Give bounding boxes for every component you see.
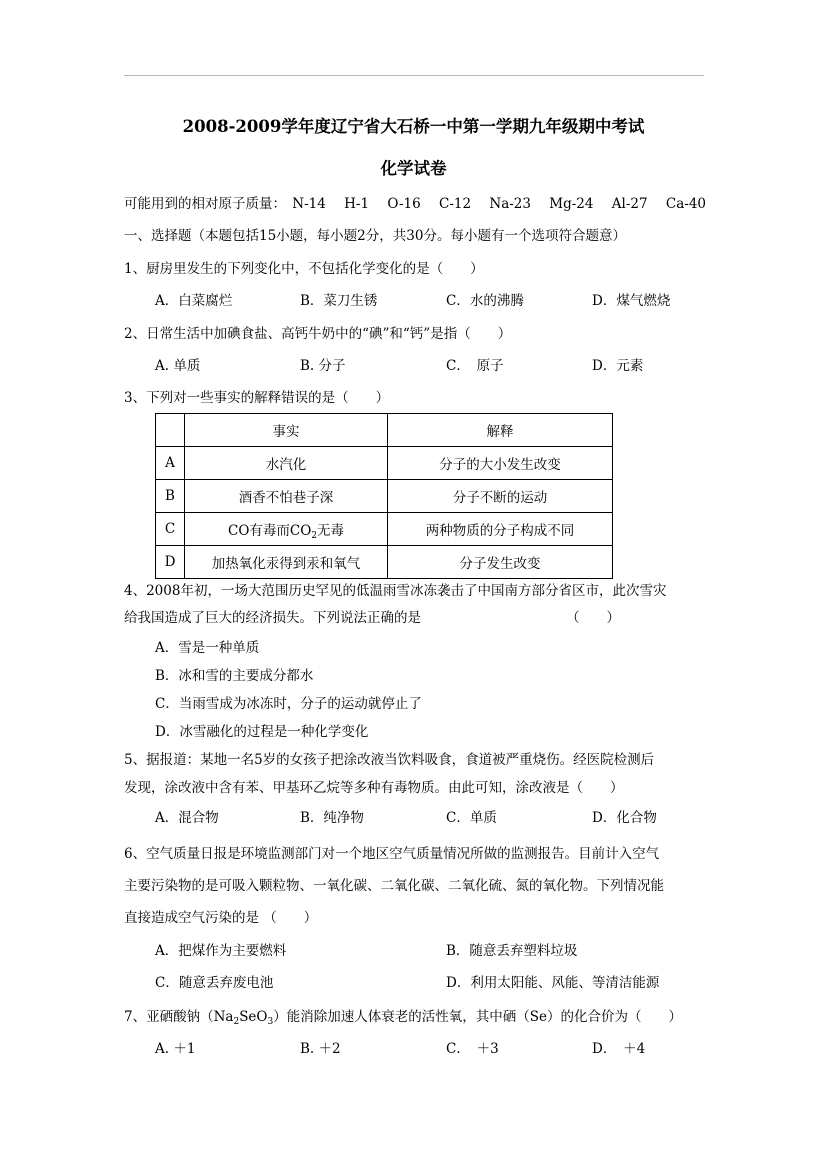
q2-option-d: D．元素 bbox=[592, 358, 644, 374]
table-header-cell bbox=[156, 414, 185, 447]
q6-option-a: A．把煤作为主要燃料 bbox=[155, 943, 287, 959]
explanation-cell: 两种物质的分子构成不同 bbox=[388, 513, 613, 546]
subscript: 2 bbox=[233, 1017, 240, 1027]
mass-item: Mg-24 bbox=[549, 196, 594, 212]
stem-text: 7、亚硒酸钠（Na bbox=[124, 1009, 234, 1025]
mass-item: O-16 bbox=[387, 196, 421, 212]
table-row bbox=[156, 480, 613, 513]
question-2-stem: 2、日常生活中加碘食盐、高钙牛奶中的“碘”和“钙”是指（ ） bbox=[124, 326, 512, 342]
q2-option-a: A. 单质 bbox=[155, 358, 201, 374]
stem-text: SeO bbox=[239, 1009, 268, 1025]
fact-cell: 水汽化 bbox=[185, 447, 388, 480]
mass-item: C-12 bbox=[439, 196, 472, 212]
explanation-cell: 分子发生改变 bbox=[388, 546, 613, 579]
header-rule bbox=[124, 75, 704, 76]
q1-option-d: D．煤气燃烧 bbox=[592, 293, 671, 309]
row-label: D bbox=[156, 546, 185, 579]
fact-text: 无毒 bbox=[317, 523, 345, 539]
question-1-stem: 1、厨房里发生的下列变化中，不包括化学变化的是（ ） bbox=[124, 261, 484, 277]
table-row bbox=[156, 447, 613, 480]
mass-item: Ca-40 bbox=[665, 196, 707, 212]
question-4-stem-line1: 4、2008年初，一场大范围历史罕见的低温雨雪冰冻袭击了中国南方部分省区市，此次雪灾 bbox=[124, 583, 667, 599]
exam-title: 2008-2009学年度辽宁省大石桥一中第一学期九年级期中考试 bbox=[182, 117, 645, 136]
mass-item: Na-23 bbox=[489, 196, 531, 212]
question-6-stem-line3: 直接造成空气污染的是 （ ） bbox=[124, 910, 318, 926]
question-6-stem-line1: 6、空气质量日报是环境监测部门对一个地区空气质量情况所做的监测报告。目前计入空气 bbox=[124, 846, 660, 862]
subscript: 2 bbox=[311, 531, 318, 541]
table-header-row bbox=[156, 414, 613, 447]
question-4-stem-line2: 给我国造成了巨大的经济损失。下列说法正确的是 bbox=[124, 610, 421, 626]
table-header-cell: 事实 bbox=[185, 414, 388, 447]
subscript: 3 bbox=[267, 1017, 274, 1027]
question-5-stem-line2: 发现，涂改液中含有苯、甲基环乙烷等多种有毒物质。由此可知，涂改液是（ ） bbox=[124, 780, 624, 796]
q6-option-b: B．随意丢弃塑料垃圾 bbox=[446, 943, 578, 959]
stem-text: ）能消除加速人体衰老的活性氧，其中硒（Se）的化合价为（ ） bbox=[273, 1009, 682, 1025]
row-label: B bbox=[156, 480, 185, 513]
mass-item: N-14 bbox=[292, 196, 326, 212]
question-7-stem bbox=[124, 1008, 682, 1026]
q4-option-a: A．雪是一种单质 bbox=[155, 640, 260, 656]
q1-option-c: C．水的沸腾 bbox=[446, 293, 524, 309]
table-row bbox=[156, 513, 613, 546]
atomic-masses-label: 可能用到的相对原子质量： bbox=[124, 196, 286, 212]
q7-option-d: D． ＋4 bbox=[592, 1041, 646, 1057]
q5-option-c: C．单质 bbox=[446, 810, 497, 826]
q6-option-c: C．随意丢弃废电池 bbox=[155, 975, 274, 991]
question-4-answer-paren: （ ） bbox=[566, 610, 620, 626]
q1-option-a: A．白菜腐烂 bbox=[155, 293, 233, 309]
explanation-cell: 分子的大小发生改变 bbox=[388, 447, 613, 480]
q2-option-b: B. 分子 bbox=[300, 358, 346, 374]
q7-option-b: B. ＋2 bbox=[300, 1041, 341, 1057]
q4-option-c: C．当雨雪成为冰冻时，分子的运动就停止了 bbox=[155, 696, 422, 712]
row-label: C bbox=[156, 513, 185, 546]
section-heading: 一、选择题（本题包括15小题，每小题2分，共30分。每小题有一个选项符合题意） bbox=[124, 228, 626, 244]
q5-option-d: D．化合物 bbox=[592, 810, 657, 826]
fact-cell: 加热氧化汞得到汞和氧气 bbox=[185, 546, 388, 579]
q1-option-b: B．菜刀生锈 bbox=[300, 293, 378, 309]
exam-subtitle: 化学试卷 bbox=[380, 159, 447, 178]
question-5-stem-line1: 5、据报道：某地一名5岁的女孩子把涂改液当饮料吸食，食道被严重烧伤。经医院检测后 bbox=[124, 752, 655, 768]
atomic-masses-line bbox=[124, 195, 706, 213]
facts-table bbox=[155, 413, 613, 579]
mass-item: Al-27 bbox=[611, 196, 648, 212]
q7-option-c: C． ＋3 bbox=[446, 1041, 499, 1057]
q4-option-b: B．冰和雪的主要成分都水 bbox=[155, 668, 314, 684]
row-label: A bbox=[156, 447, 185, 480]
q5-option-a: A．混合物 bbox=[155, 810, 219, 826]
fact-text: CO有毒而CO bbox=[227, 523, 312, 539]
fact-cell: 酒香不怕巷子深 bbox=[185, 480, 388, 513]
question-3-stem: 3、下列对一些事实的解释错误的是（ ） bbox=[124, 390, 390, 406]
fact-cell bbox=[185, 513, 388, 546]
mass-item: H-1 bbox=[344, 196, 370, 212]
q5-option-b: B．纯净物 bbox=[300, 810, 364, 826]
table-header-cell: 解释 bbox=[388, 414, 613, 447]
q2-option-c: C． 原子 bbox=[446, 358, 504, 374]
q7-option-a: A. ＋1 bbox=[155, 1041, 196, 1057]
q4-option-d: D．冰雪融化的过程是一种化学变化 bbox=[155, 724, 369, 740]
explanation-cell: 分子不断的运动 bbox=[388, 480, 613, 513]
table-row bbox=[156, 546, 613, 579]
question-6-stem-line2: 主要污染物的是可吸入颗粒物、一氧化碳、二氧化碳、二氧化硫、氮的氧化物。下列情况能 bbox=[124, 878, 664, 894]
q6-option-d: D．利用太阳能、风能、等清洁能源 bbox=[446, 975, 660, 991]
